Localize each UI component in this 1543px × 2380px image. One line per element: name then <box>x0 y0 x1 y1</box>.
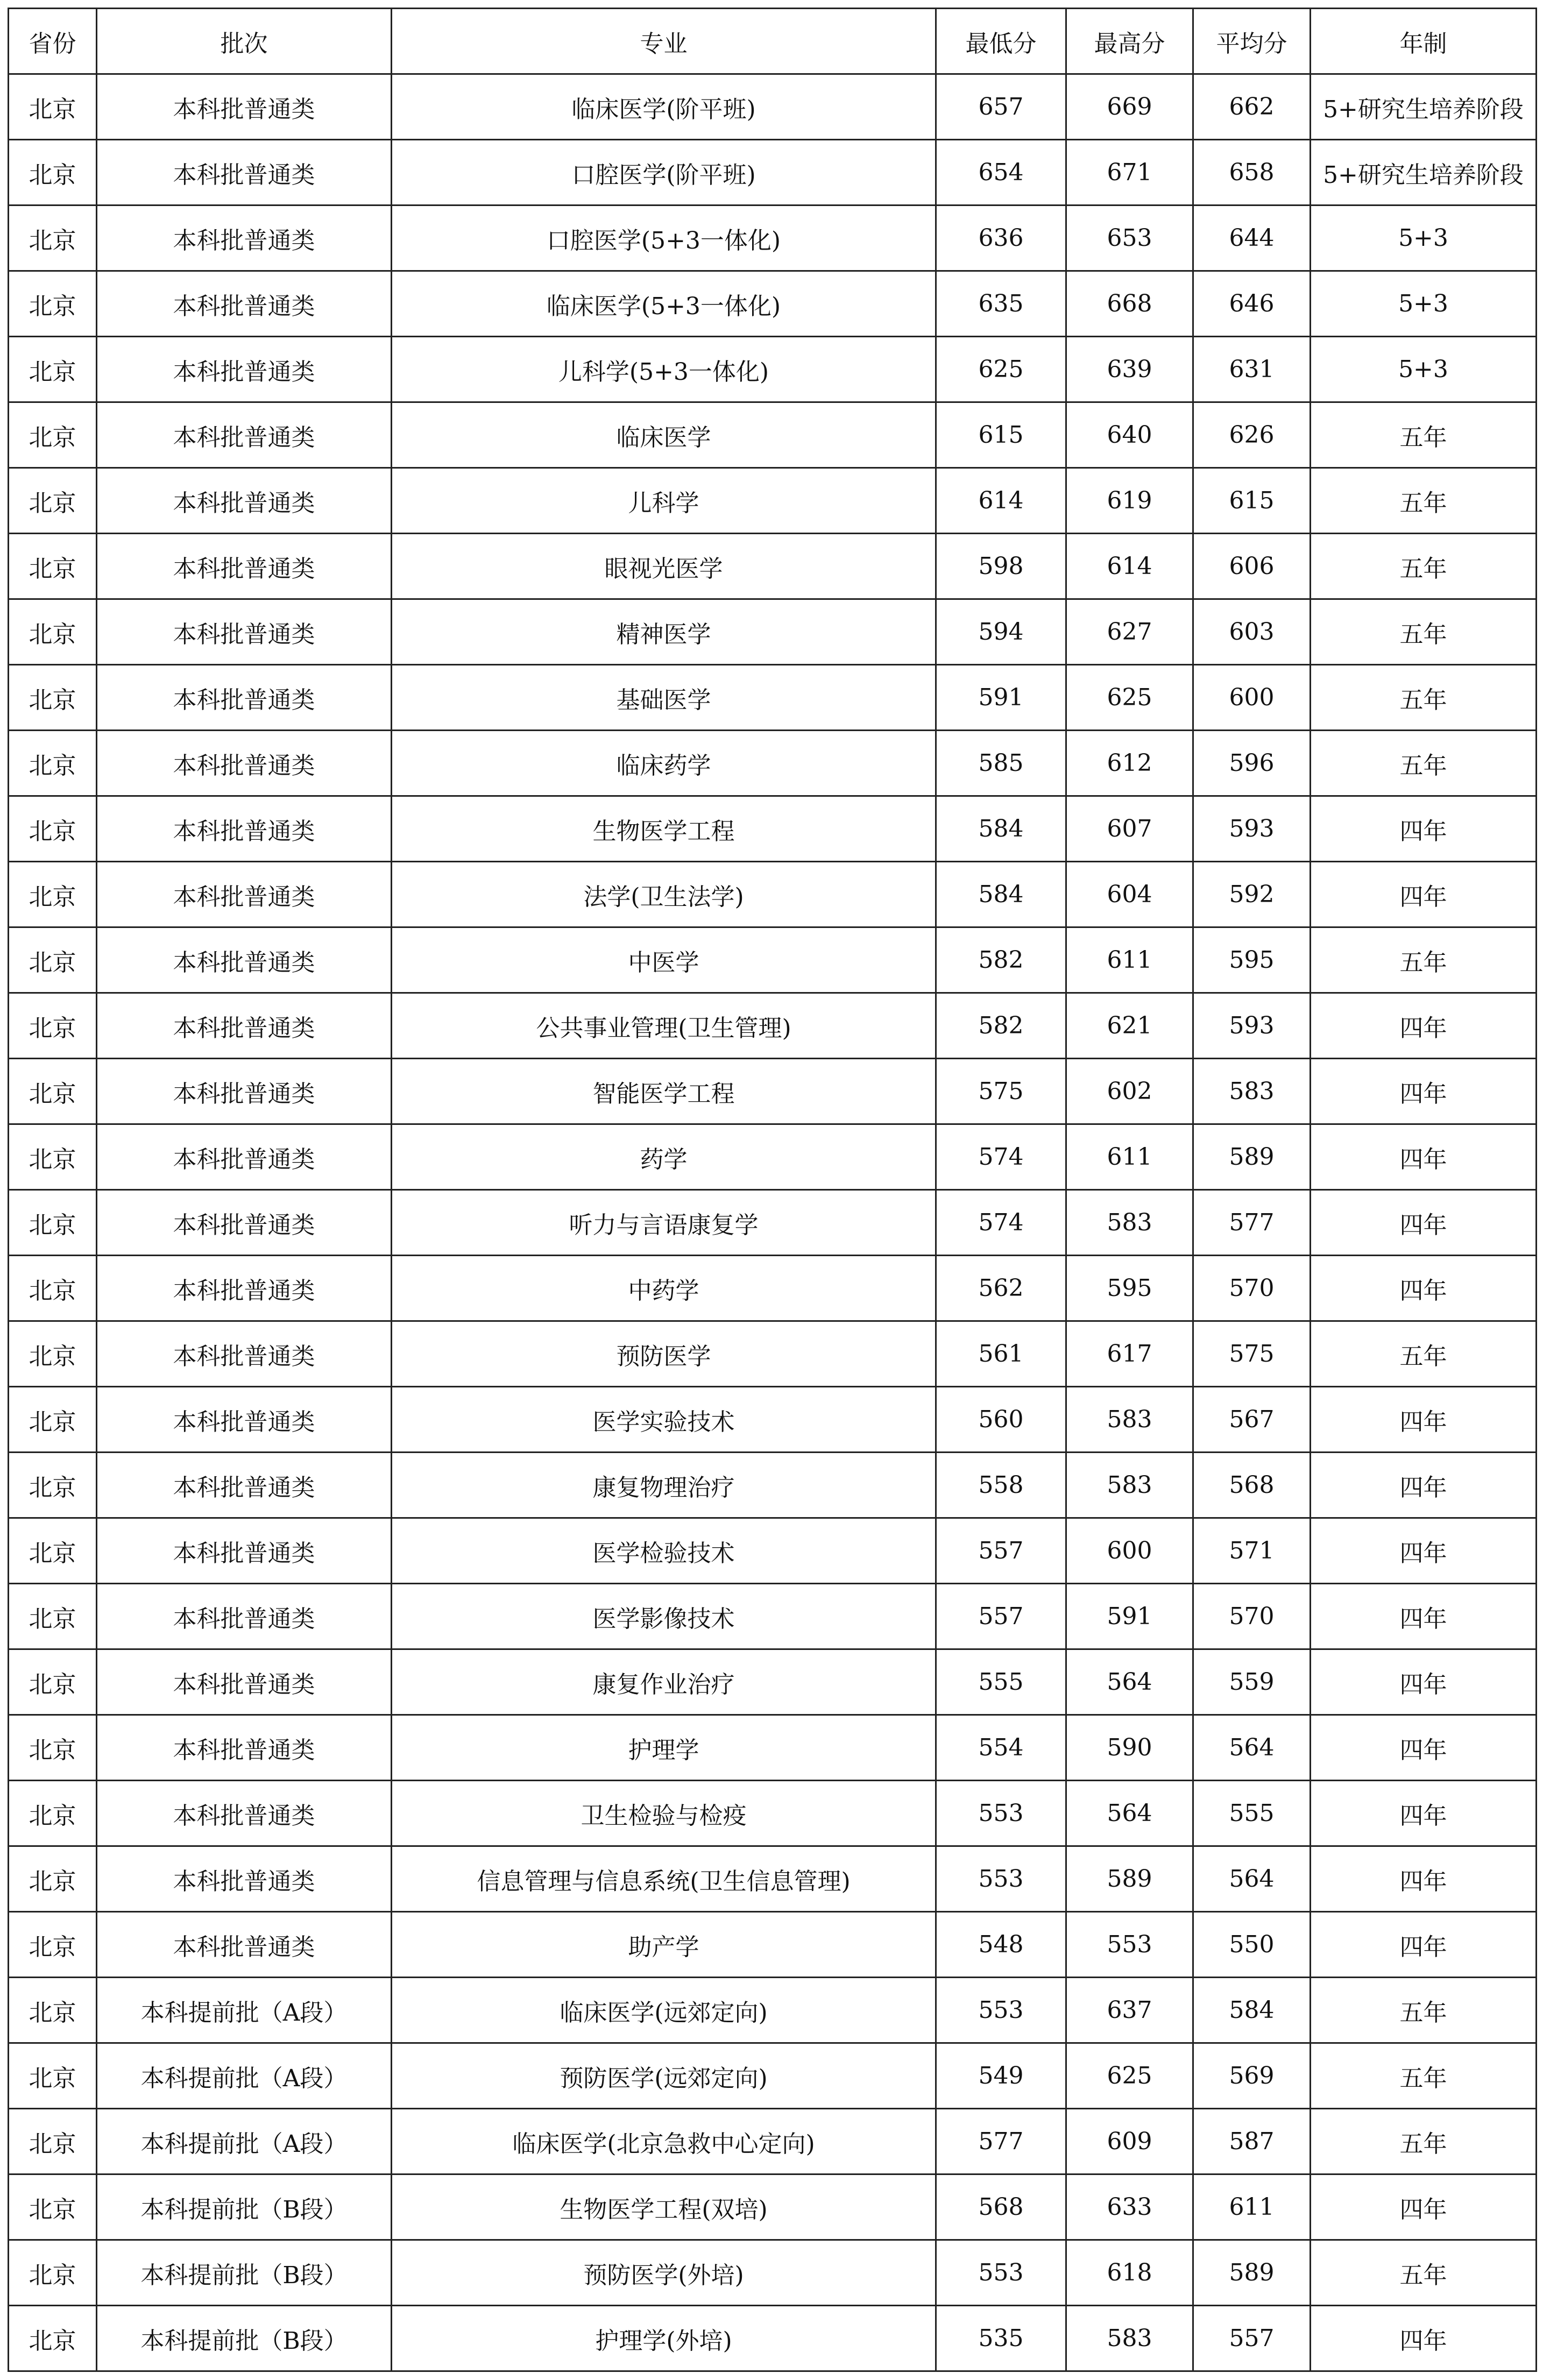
cell-avg-score: 589 <box>1193 2240 1311 2306</box>
cell-min-score: 557 <box>936 1518 1066 1584</box>
cell-duration: 四年 <box>1311 1124 1537 1190</box>
cell-avg-score: 584 <box>1193 1978 1311 2043</box>
cell-max-score: 589 <box>1066 1846 1193 1912</box>
table-row <box>9 337 1537 402</box>
cell-min-score: 584 <box>936 862 1066 927</box>
cell-major: 生物医学工程(双培) <box>392 2174 936 2240</box>
cell-max-score: 591 <box>1066 1584 1193 1649</box>
cell-avg-score: 550 <box>1193 1912 1311 1978</box>
cell-batch: 本科批普通类 <box>97 796 392 862</box>
cell-major: 临床医学 <box>392 402 936 468</box>
header-max-score: 最高分 <box>1066 9 1193 74</box>
table-row <box>9 1978 1537 2043</box>
table-row <box>9 534 1537 599</box>
cell-province: 北京 <box>9 927 97 993</box>
cell-duration: 四年 <box>1311 1781 1537 1846</box>
table-row <box>9 862 1537 927</box>
cell-province: 北京 <box>9 665 97 731</box>
cell-avg-score: 611 <box>1193 2174 1311 2240</box>
table-row <box>9 1846 1537 1912</box>
cell-duration: 5+研究生培养阶段 <box>1311 140 1537 206</box>
cell-min-score: 548 <box>936 1912 1066 1978</box>
cell-batch: 本科批普通类 <box>97 1715 392 1781</box>
cell-max-score: 617 <box>1066 1321 1193 1387</box>
cell-avg-score: 596 <box>1193 731 1311 796</box>
cell-max-score: 583 <box>1066 1453 1193 1518</box>
cell-major: 生物医学工程 <box>392 796 936 862</box>
cell-province: 北京 <box>9 599 97 665</box>
table-row <box>9 665 1537 731</box>
cell-avg-score: 615 <box>1193 468 1311 534</box>
cell-province: 北京 <box>9 1387 97 1453</box>
cell-province: 北京 <box>9 1846 97 1912</box>
cell-max-score: 595 <box>1066 1256 1193 1321</box>
cell-batch: 本科批普通类 <box>97 599 392 665</box>
cell-max-score: 637 <box>1066 1978 1193 2043</box>
cell-min-score: 635 <box>936 271 1066 337</box>
cell-avg-score: 575 <box>1193 1321 1311 1387</box>
cell-avg-score: 662 <box>1193 74 1311 140</box>
cell-batch: 本科提前批（A段） <box>97 2043 392 2109</box>
cell-province: 北京 <box>9 2306 97 2371</box>
cell-max-score: 553 <box>1066 1912 1193 1978</box>
cell-province: 北京 <box>9 2043 97 2109</box>
cell-avg-score: 564 <box>1193 1715 1311 1781</box>
table-row <box>9 1190 1537 1256</box>
cell-batch: 本科批普通类 <box>97 74 392 140</box>
cell-batch: 本科批普通类 <box>97 1584 392 1649</box>
cell-min-score: 553 <box>936 1846 1066 1912</box>
cell-province: 北京 <box>9 1715 97 1781</box>
cell-province: 北京 <box>9 337 97 402</box>
cell-province: 北京 <box>9 1649 97 1715</box>
table-row <box>9 993 1537 1059</box>
cell-duration: 四年 <box>1311 1190 1537 1256</box>
cell-max-score: 625 <box>1066 2043 1193 2109</box>
table-body <box>9 74 1537 2371</box>
cell-duration: 五年 <box>1311 402 1537 468</box>
cell-batch: 本科批普通类 <box>97 271 392 337</box>
cell-min-score: 574 <box>936 1124 1066 1190</box>
cell-avg-score: 644 <box>1193 206 1311 271</box>
cell-province: 北京 <box>9 1256 97 1321</box>
cell-max-score: 609 <box>1066 2109 1193 2174</box>
cell-batch: 本科批普通类 <box>97 1846 392 1912</box>
cell-min-score: 560 <box>936 1387 1066 1453</box>
cell-major: 临床药学 <box>392 731 936 796</box>
cell-duration: 四年 <box>1311 1387 1537 1453</box>
cell-max-score: 564 <box>1066 1649 1193 1715</box>
cell-batch: 本科批普通类 <box>97 1781 392 1846</box>
cell-duration: 五年 <box>1311 927 1537 993</box>
cell-batch: 本科批普通类 <box>97 731 392 796</box>
cell-batch: 本科批普通类 <box>97 402 392 468</box>
cell-province: 北京 <box>9 731 97 796</box>
cell-province: 北京 <box>9 1584 97 1649</box>
cell-avg-score: 606 <box>1193 534 1311 599</box>
cell-batch: 本科提前批（A段） <box>97 2109 392 2174</box>
cell-batch: 本科批普通类 <box>97 1059 392 1124</box>
cell-province: 北京 <box>9 1978 97 2043</box>
cell-duration: 五年 <box>1311 2043 1537 2109</box>
cell-avg-score: 587 <box>1193 2109 1311 2174</box>
cell-min-score: 555 <box>936 1649 1066 1715</box>
cell-min-score: 584 <box>936 796 1066 862</box>
cell-duration: 五年 <box>1311 599 1537 665</box>
cell-max-score: 611 <box>1066 1124 1193 1190</box>
table-row <box>9 402 1537 468</box>
table-row <box>9 927 1537 993</box>
cell-major: 眼视光医学 <box>392 534 936 599</box>
table-row <box>9 1321 1537 1387</box>
cell-province: 北京 <box>9 862 97 927</box>
table-row <box>9 1649 1537 1715</box>
cell-avg-score: 557 <box>1193 2306 1311 2371</box>
cell-avg-score: 595 <box>1193 927 1311 993</box>
cell-max-score: 640 <box>1066 402 1193 468</box>
cell-avg-score: 583 <box>1193 1059 1311 1124</box>
cell-min-score: 554 <box>936 1715 1066 1781</box>
cell-max-score: 668 <box>1066 271 1193 337</box>
cell-province: 北京 <box>9 402 97 468</box>
cell-avg-score: 559 <box>1193 1649 1311 1715</box>
cell-max-score: 607 <box>1066 796 1193 862</box>
cell-major: 口腔医学(阶平班) <box>392 140 936 206</box>
cell-min-score: 585 <box>936 731 1066 796</box>
cell-major: 助产学 <box>392 1912 936 1978</box>
cell-province: 北京 <box>9 796 97 862</box>
cell-max-score: 625 <box>1066 665 1193 731</box>
cell-batch: 本科批普通类 <box>97 1190 392 1256</box>
cell-major: 医学实验技术 <box>392 1387 936 1453</box>
cell-max-score: 627 <box>1066 599 1193 665</box>
table-row <box>9 1912 1537 1978</box>
cell-max-score: 671 <box>1066 140 1193 206</box>
cell-major: 医学检验技术 <box>392 1518 936 1584</box>
cell-duration: 四年 <box>1311 1715 1537 1781</box>
header-major: 专业 <box>392 9 936 74</box>
table-header-row <box>9 9 1537 74</box>
cell-major: 临床医学(阶平班) <box>392 74 936 140</box>
cell-province: 北京 <box>9 271 97 337</box>
cell-duration: 五年 <box>1311 1978 1537 2043</box>
cell-avg-score: 646 <box>1193 271 1311 337</box>
table-row <box>9 2043 1537 2109</box>
cell-major: 康复作业治疗 <box>392 1649 936 1715</box>
cell-major: 儿科学(5+3一体化) <box>392 337 936 402</box>
cell-duration: 四年 <box>1311 1649 1537 1715</box>
cell-avg-score: 600 <box>1193 665 1311 731</box>
cell-avg-score: 567 <box>1193 1387 1311 1453</box>
cell-major: 预防医学(外培) <box>392 2240 936 2306</box>
cell-major: 临床医学(5+3一体化) <box>392 271 936 337</box>
cell-duration: 四年 <box>1311 993 1537 1059</box>
cell-max-score: 583 <box>1066 1387 1193 1453</box>
cell-province: 北京 <box>9 1912 97 1978</box>
cell-province: 北京 <box>9 1781 97 1846</box>
table-row <box>9 74 1537 140</box>
header-avg-score: 平均分 <box>1193 9 1311 74</box>
cell-major: 康复物理治疗 <box>392 1453 936 1518</box>
cell-batch: 本科批普通类 <box>97 862 392 927</box>
cell-batch: 本科批普通类 <box>97 665 392 731</box>
cell-batch: 本科批普通类 <box>97 1256 392 1321</box>
cell-major: 法学(卫生法学) <box>392 862 936 927</box>
cell-batch: 本科批普通类 <box>97 337 392 402</box>
cell-duration: 5+3 <box>1311 206 1537 271</box>
cell-min-score: 535 <box>936 2306 1066 2371</box>
cell-min-score: 577 <box>936 2109 1066 2174</box>
cell-batch: 本科批普通类 <box>97 468 392 534</box>
cell-province: 北京 <box>9 2174 97 2240</box>
cell-duration: 五年 <box>1311 468 1537 534</box>
header-batch: 批次 <box>97 9 392 74</box>
table-row <box>9 2174 1537 2240</box>
cell-major: 听力与言语康复学 <box>392 1190 936 1256</box>
cell-max-score: 583 <box>1066 1190 1193 1256</box>
cell-major: 口腔医学(5+3一体化) <box>392 206 936 271</box>
header-duration: 年制 <box>1311 9 1537 74</box>
cell-batch: 本科提前批（B段） <box>97 2306 392 2371</box>
cell-duration: 五年 <box>1311 2240 1537 2306</box>
cell-major: 精神医学 <box>392 599 936 665</box>
cell-major: 中药学 <box>392 1256 936 1321</box>
cell-major: 儿科学 <box>392 468 936 534</box>
cell-avg-score: 592 <box>1193 862 1311 927</box>
cell-duration: 5+研究生培养阶段 <box>1311 74 1537 140</box>
cell-max-score: 602 <box>1066 1059 1193 1124</box>
cell-batch: 本科批普通类 <box>97 206 392 271</box>
cell-batch: 本科批普通类 <box>97 1518 392 1584</box>
cell-duration: 5+3 <box>1311 271 1537 337</box>
table-row <box>9 1584 1537 1649</box>
table-row <box>9 1453 1537 1518</box>
cell-major: 预防医学(远郊定向) <box>392 2043 936 2109</box>
cell-duration: 五年 <box>1311 1321 1537 1387</box>
cell-avg-score: 603 <box>1193 599 1311 665</box>
cell-duration: 五年 <box>1311 731 1537 796</box>
cell-duration: 五年 <box>1311 665 1537 731</box>
cell-avg-score: 631 <box>1193 337 1311 402</box>
cell-duration: 四年 <box>1311 1453 1537 1518</box>
cell-province: 北京 <box>9 2240 97 2306</box>
table-row <box>9 796 1537 862</box>
table-row <box>9 599 1537 665</box>
table-row <box>9 2109 1537 2174</box>
cell-min-score: 615 <box>936 402 1066 468</box>
cell-min-score: 553 <box>936 1781 1066 1846</box>
cell-duration: 五年 <box>1311 2109 1537 2174</box>
cell-max-score: 614 <box>1066 534 1193 599</box>
cell-duration: 四年 <box>1311 1584 1537 1649</box>
cell-avg-score: 589 <box>1193 1124 1311 1190</box>
cell-min-score: 553 <box>936 2240 1066 2306</box>
cell-avg-score: 564 <box>1193 1846 1311 1912</box>
cell-province: 北京 <box>9 468 97 534</box>
cell-min-score: 558 <box>936 1453 1066 1518</box>
cell-max-score: 600 <box>1066 1518 1193 1584</box>
cell-avg-score: 577 <box>1193 1190 1311 1256</box>
table-row <box>9 1781 1537 1846</box>
cell-min-score: 614 <box>936 468 1066 534</box>
cell-min-score: 654 <box>936 140 1066 206</box>
header-min-score: 最低分 <box>936 9 1066 74</box>
cell-major: 基础医学 <box>392 665 936 731</box>
table-row <box>9 1387 1537 1453</box>
cell-major: 智能医学工程 <box>392 1059 936 1124</box>
cell-batch: 本科批普通类 <box>97 1649 392 1715</box>
cell-major: 信息管理与信息系统(卫生信息管理) <box>392 1846 936 1912</box>
table-row <box>9 1518 1537 1584</box>
cell-major: 卫生检验与检疫 <box>392 1781 936 1846</box>
cell-duration: 四年 <box>1311 1518 1537 1584</box>
cell-batch: 本科批普通类 <box>97 534 392 599</box>
cell-major: 临床医学(北京急救中心定向) <box>392 2109 936 2174</box>
cell-province: 北京 <box>9 206 97 271</box>
cell-batch: 本科批普通类 <box>97 140 392 206</box>
cell-max-score: 669 <box>1066 74 1193 140</box>
cell-major: 临床医学(远郊定向) <box>392 1978 936 2043</box>
cell-province: 北京 <box>9 1190 97 1256</box>
cell-min-score: 574 <box>936 1190 1066 1256</box>
cell-min-score: 557 <box>936 1584 1066 1649</box>
cell-max-score: 611 <box>1066 927 1193 993</box>
cell-min-score: 561 <box>936 1321 1066 1387</box>
cell-duration: 五年 <box>1311 534 1537 599</box>
cell-avg-score: 555 <box>1193 1781 1311 1846</box>
cell-province: 北京 <box>9 74 97 140</box>
cell-min-score: 562 <box>936 1256 1066 1321</box>
cell-batch: 本科批普通类 <box>97 993 392 1059</box>
cell-batch: 本科批普通类 <box>97 1387 392 1453</box>
cell-min-score: 657 <box>936 74 1066 140</box>
cell-max-score: 639 <box>1066 337 1193 402</box>
cell-avg-score: 571 <box>1193 1518 1311 1584</box>
table-row <box>9 206 1537 271</box>
cell-batch: 本科批普通类 <box>97 1124 392 1190</box>
cell-province: 北京 <box>9 140 97 206</box>
cell-duration: 四年 <box>1311 2306 1537 2371</box>
cell-avg-score: 593 <box>1193 796 1311 862</box>
cell-province: 北京 <box>9 2109 97 2174</box>
cell-min-score: 625 <box>936 337 1066 402</box>
cell-max-score: 583 <box>1066 2306 1193 2371</box>
score-table-container <box>8 8 1537 2372</box>
cell-min-score: 553 <box>936 1978 1066 2043</box>
cell-batch: 本科提前批（B段） <box>97 2174 392 2240</box>
cell-major: 公共事业管理(卫生管理) <box>392 993 936 1059</box>
cell-min-score: 636 <box>936 206 1066 271</box>
cell-duration: 四年 <box>1311 862 1537 927</box>
cell-province: 北京 <box>9 534 97 599</box>
cell-min-score: 582 <box>936 993 1066 1059</box>
cell-duration: 5+3 <box>1311 337 1537 402</box>
cell-min-score: 594 <box>936 599 1066 665</box>
table-row <box>9 1715 1537 1781</box>
cell-max-score: 590 <box>1066 1715 1193 1781</box>
table-row <box>9 1059 1537 1124</box>
cell-major: 中医学 <box>392 927 936 993</box>
cell-duration: 四年 <box>1311 1912 1537 1978</box>
cell-min-score: 582 <box>936 927 1066 993</box>
cell-province: 北京 <box>9 1124 97 1190</box>
cell-min-score: 568 <box>936 2174 1066 2240</box>
cell-major: 护理学 <box>392 1715 936 1781</box>
cell-max-score: 564 <box>1066 1781 1193 1846</box>
cell-avg-score: 626 <box>1193 402 1311 468</box>
table-row <box>9 2306 1537 2371</box>
cell-min-score: 591 <box>936 665 1066 731</box>
cell-max-score: 604 <box>1066 862 1193 927</box>
cell-duration: 四年 <box>1311 1256 1537 1321</box>
cell-avg-score: 569 <box>1193 2043 1311 2109</box>
cell-major: 药学 <box>392 1124 936 1190</box>
cell-max-score: 633 <box>1066 2174 1193 2240</box>
cell-province: 北京 <box>9 1453 97 1518</box>
table-row <box>9 1256 1537 1321</box>
table-row <box>9 1124 1537 1190</box>
cell-batch: 本科批普通类 <box>97 1912 392 1978</box>
cell-duration: 四年 <box>1311 796 1537 862</box>
cell-major: 护理学(外培) <box>392 2306 936 2371</box>
admission-score-table <box>8 8 1537 2372</box>
cell-major: 预防医学 <box>392 1321 936 1387</box>
cell-duration: 四年 <box>1311 2174 1537 2240</box>
cell-avg-score: 570 <box>1193 1584 1311 1649</box>
cell-avg-score: 568 <box>1193 1453 1311 1518</box>
cell-batch: 本科批普通类 <box>97 1453 392 1518</box>
cell-major: 医学影像技术 <box>392 1584 936 1649</box>
cell-batch: 本科批普通类 <box>97 927 392 993</box>
cell-min-score: 549 <box>936 2043 1066 2109</box>
table-row <box>9 140 1537 206</box>
cell-max-score: 619 <box>1066 468 1193 534</box>
cell-max-score: 621 <box>1066 993 1193 1059</box>
cell-duration: 四年 <box>1311 1059 1537 1124</box>
cell-duration: 四年 <box>1311 1846 1537 1912</box>
cell-batch: 本科批普通类 <box>97 1321 392 1387</box>
cell-min-score: 575 <box>936 1059 1066 1124</box>
cell-max-score: 653 <box>1066 206 1193 271</box>
cell-avg-score: 658 <box>1193 140 1311 206</box>
table-row <box>9 271 1537 337</box>
cell-batch: 本科提前批（B段） <box>97 2240 392 2306</box>
table-row <box>9 2240 1537 2306</box>
cell-avg-score: 570 <box>1193 1256 1311 1321</box>
table-row <box>9 468 1537 534</box>
cell-province: 北京 <box>9 993 97 1059</box>
cell-batch: 本科提前批（A段） <box>97 1978 392 2043</box>
cell-province: 北京 <box>9 1059 97 1124</box>
header-province: 省份 <box>9 9 97 74</box>
table-row <box>9 731 1537 796</box>
cell-max-score: 612 <box>1066 731 1193 796</box>
cell-min-score: 598 <box>936 534 1066 599</box>
cell-max-score: 618 <box>1066 2240 1193 2306</box>
cell-avg-score: 593 <box>1193 993 1311 1059</box>
cell-province: 北京 <box>9 1321 97 1387</box>
cell-province: 北京 <box>9 1518 97 1584</box>
